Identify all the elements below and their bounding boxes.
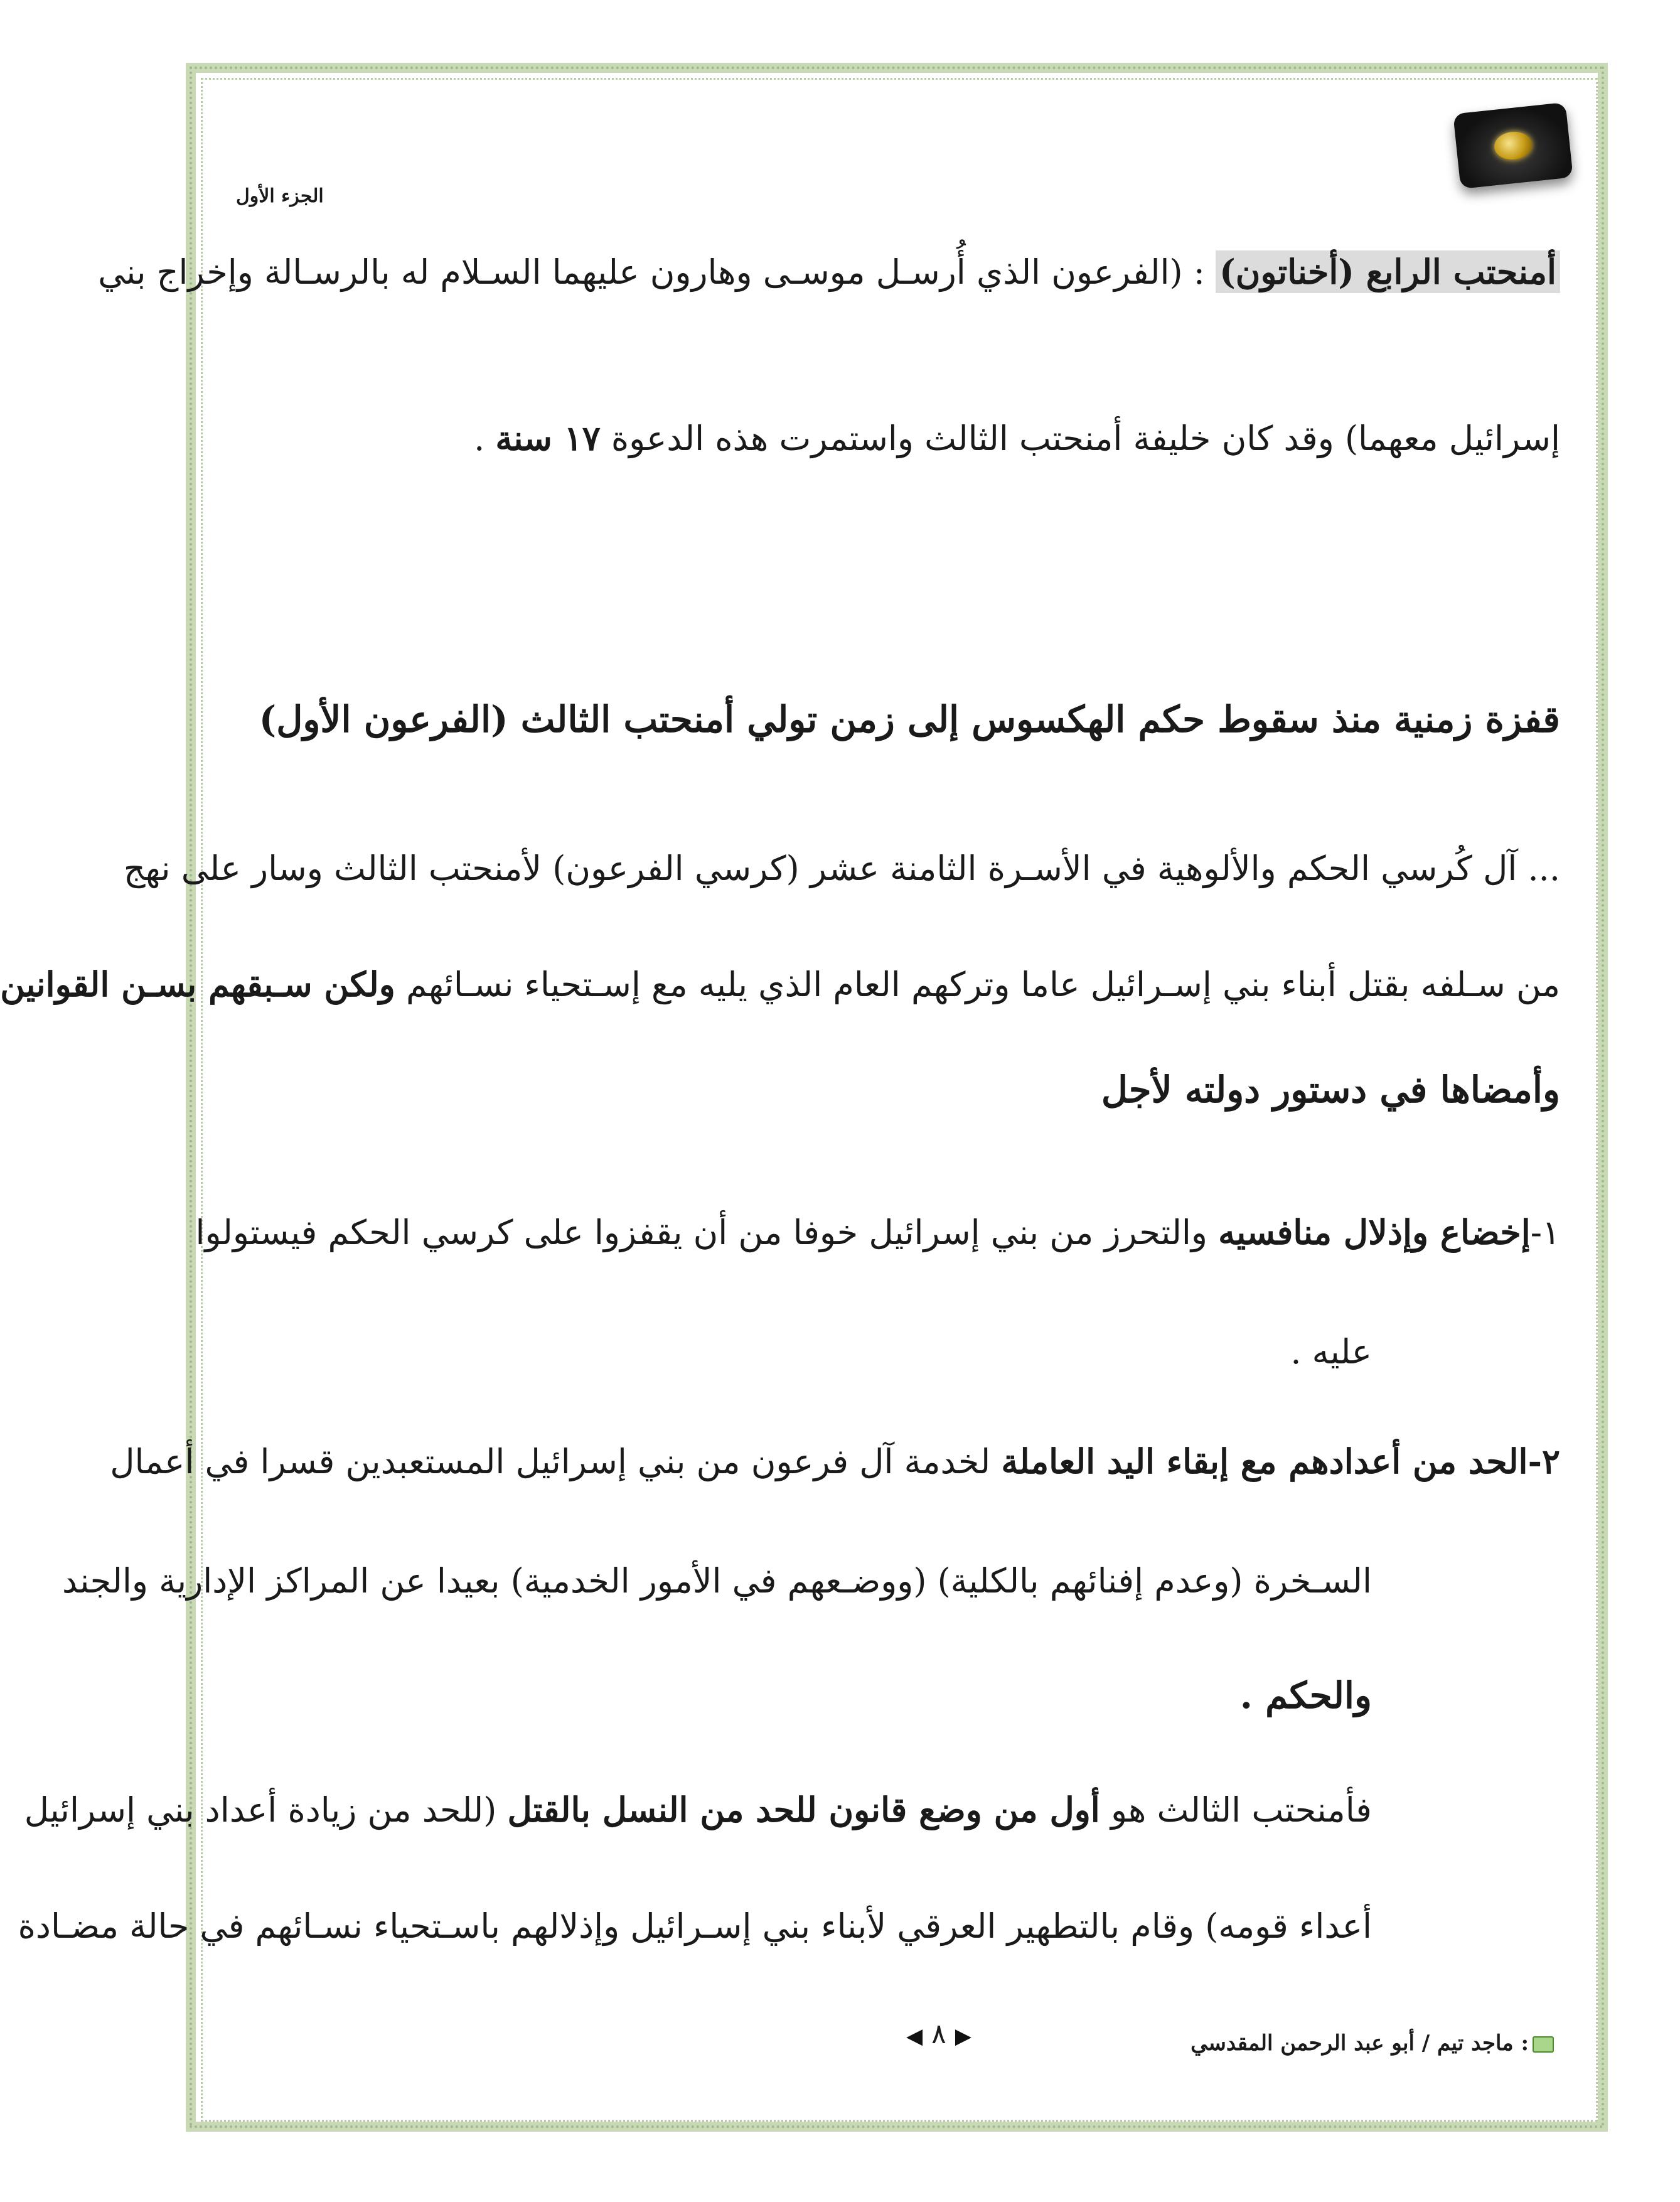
paragraph1-line2-text: إسرائيل معهما) وقد كان خليفة أمنحتب الثالث واستمرت هذه الدعوة <box>600 419 1560 458</box>
paragraph3-line2: أعداء قومه) وقام بالتطهير العرقي لأبناء بني إسـرائيل وإذلالهم باسـتحياء نسـائهم في حالة مضـادة <box>18 1906 1372 1946</box>
site-logo-icon <box>1453 102 1573 189</box>
list-item-2-line2: السـخرة (وعدم إفنائهم بالكلية) (ووضـعهم في الأمور الخدمية) بعيدا عن المراكز الإدارية والجند <box>62 1561 1372 1601</box>
prev-page-arrow-icon[interactable]: ◀ <box>906 2024 923 2049</box>
paragraph1-line2-end: . <box>474 419 496 458</box>
part-label: الجزء الأول <box>236 185 324 207</box>
paragraph1-line1-text: : (الفرعون الذي أُرسـل موسـى وهارون عليهما السـلام له بالرسـالة وإخراج بني <box>98 252 1216 292</box>
next-page-arrow-icon[interactable]: ▶ <box>955 2024 971 2049</box>
paragraph2-line1: ... آل كُرسي الحكم والألوهية في الأسـرة الثامنة عشر (كرسي الفرعون) لأمنحتب الثالث وسار على نهج <box>123 849 1560 888</box>
list-item-2 <box>110 1441 1560 1491</box>
list-item-1-number: ١- <box>1530 1213 1560 1252</box>
paragraph1-line2 <box>236 417 1560 468</box>
paragraph2-line2-bold: ولكن سـبقهم بسـن القوانين <box>0 964 395 1004</box>
list-item-1 <box>195 1211 1560 1262</box>
page-footer <box>236 2015 1566 2065</box>
paragraph2-line2 <box>0 964 1560 1014</box>
page-number: ٨ <box>931 2018 946 2050</box>
paragraph1-line1 <box>98 251 1560 301</box>
paragraph3-line1 <box>24 1789 1372 1839</box>
list-item-2-text: لخدمة آل فرعون من بني إسرائيل المستعبدين قسرا في أعمال <box>110 1442 1002 1481</box>
duration-value: ١٧ سنة <box>495 418 601 458</box>
paragraph3-line1-end: (للحد من زيادة أعداد بني إسرائيل <box>24 1790 508 1830</box>
section-heading: قفزة زمنية منذ سقوط حكم الهكسوس إلى زمن تولي أمنحتب الثالث (الفرعون الأول) <box>259 698 1560 741</box>
list-item-1-line2: عليه . <box>1290 1332 1372 1372</box>
paragraph3-line1-start: فأمنحتب الثالث هو <box>1099 1790 1372 1830</box>
paragraph2-line3: وأمضاها في دستور دولته لأجل <box>1101 1068 1560 1111</box>
paragraph3-line1-bold: أول من وضع قانون للحد من النسل بالقتل <box>507 1790 1100 1830</box>
list-item-1-text: والتحرز من بني إسرائيل خوفا من أن يقفزوا على كرسي الحكم فيستولوا <box>195 1213 1219 1252</box>
list-item-2-line3: والحكم . <box>1239 1674 1372 1717</box>
list-item-2-number: ٢- <box>1528 1441 1560 1481</box>
footer-author <box>1190 2031 1554 2056</box>
list-item-1-bold: إخضاع وإذلال منافسيه <box>1218 1212 1531 1252</box>
pharaoh-name: أمنحتب الرابع (أخناتون) <box>1216 250 1560 293</box>
author-name: : ماجد تيم / أبو عبد الرحمن المقدسي <box>1190 2031 1529 2056</box>
logo-gem-icon <box>1493 130 1533 161</box>
paragraph2-line2-text: من سـلفه بقتل أبناء بني إسـرائيل عاما وتركهم العام الذي يليه مع إسـتحياء نسـائهم <box>395 965 1560 1004</box>
pen-icon <box>1533 2036 1554 2053</box>
list-item-2-bold: الحد من أعدادهم مع إبقاء اليد العاملة <box>1001 1441 1528 1481</box>
page-number-nav <box>889 2018 989 2050</box>
